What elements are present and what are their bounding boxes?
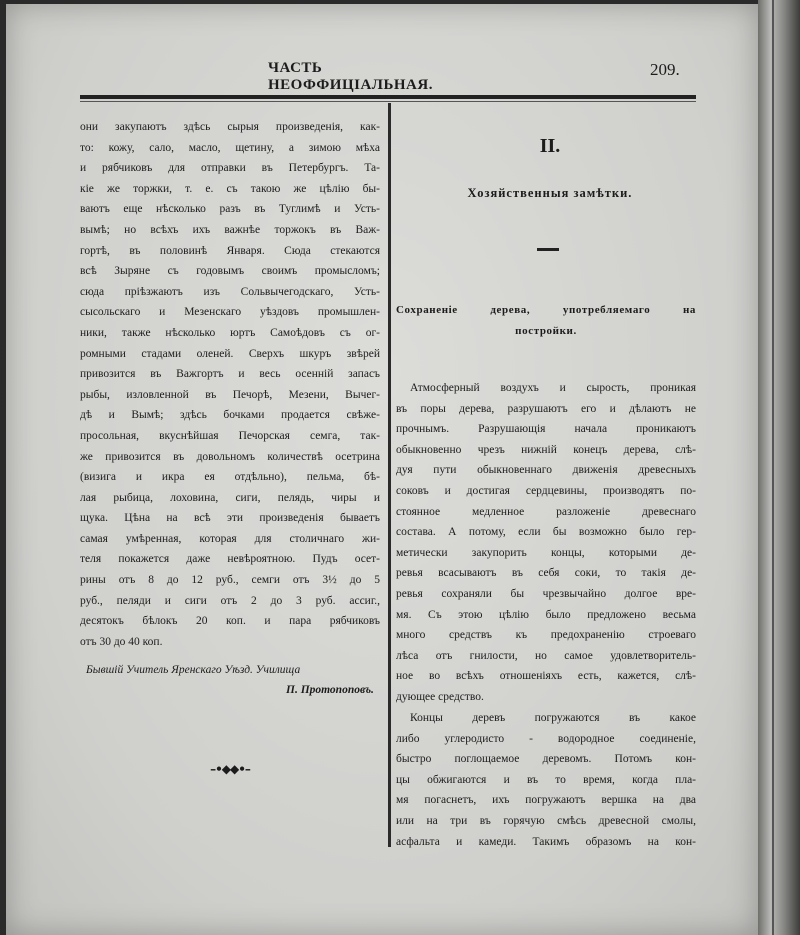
header-rule-thin	[80, 101, 696, 102]
section-title: Хозяйственныя замѣтки.	[467, 186, 633, 200]
text-line: (визига и икра ея отдѣльно), пельма, бѣ-	[80, 471, 380, 484]
text-line: мя погаснетъ, ихъ погружаютъ вершка на два	[396, 794, 696, 807]
text-line: прочнымъ. Разрушающiя начала проникаютъ	[396, 423, 696, 436]
text-line: щука. Цѣна на всѣ эти произведенiя бываетъ	[80, 512, 380, 525]
text-line: то: кожу, сало, масло, щетину, а зимою мѣха	[80, 141, 380, 154]
text-line: ромными стадами оленей. Сверхъ шкуръ звѣрей	[80, 347, 380, 360]
signature-name: П. Протопоповъ.	[286, 684, 374, 696]
text-line: кiе же торжки, т. е. съ такою же цѣлiю бы-	[80, 182, 380, 195]
text-line: обыкновенно чрезъ нижнiй конецъ дерева, слѣ-	[396, 443, 696, 456]
text-line: руб., пеляди и сиги отъ 2 до 3 руб. ассиг.,	[80, 594, 380, 607]
text-line: и рябчиковъ для отправки въ Петербургъ. Та-	[80, 162, 380, 175]
text-line: или на три въ горячую смѣсь древесной смолы,	[396, 814, 696, 827]
running-header: ЧАСТЬ НЕОФФИЦIАЛЬНАЯ.	[268, 60, 433, 93]
text-line: лая рыбица, лоховина, сиги, пелядь, чиры и	[80, 491, 380, 504]
subheading-line-1: Сохраненiе дерева, употребляемаго на	[396, 304, 696, 316]
text-line: дуя пути обыкновеннаго движенiя древесныхъ	[396, 464, 696, 477]
text-line: вымѣ; но всѣхъ ихъ важнѣе торжокъ въ Важ-	[80, 223, 380, 236]
text-line: лѣса отъ гнилости, но самое удовлетворитель-	[396, 649, 696, 662]
subheading-line-2: постройки.	[515, 325, 577, 337]
text-line: теля покажется даже невѣроятною. Пудъ осет-	[80, 553, 380, 566]
text-line: гортѣ, въ половинѣ Января. Сюда стекаются	[80, 244, 380, 257]
article-subheading	[396, 300, 696, 342]
book-spine	[758, 0, 800, 935]
left-column-text	[80, 117, 380, 652]
text-line: стоянное медленное разложенiе древеснаго	[396, 505, 696, 518]
text-line: ревья сохраняли бы чрезвычайно долгое вре-	[396, 587, 696, 600]
text-line: метически закупорить концы, которыми де-	[396, 546, 696, 559]
text-line: сысольскаго и Мезенскаго уѣздовъ промышлен-	[80, 306, 380, 319]
text-line: рыбы, изловленной въ Печорѣ, Мезени, Вычег-	[80, 388, 380, 401]
text-line: же привозится въ довольномъ количествѣ осетрина	[80, 450, 380, 463]
text-line: они закупаютъ здѣсь сырыя произведенiя, как-	[80, 121, 380, 133]
text-line: быстро поглощаемое деревомъ. Потомъ кон-	[396, 753, 696, 766]
text-line: ваютъ еще нѣсколько разъ въ Туглимѣ и Усть-	[80, 203, 380, 216]
section-dash	[537, 248, 559, 251]
text-line: соковъ и достигая сердцевины, производятъ по-	[396, 484, 696, 497]
paragraph-1	[396, 378, 696, 708]
signature-block	[86, 660, 386, 700]
header-rule-thick	[80, 95, 696, 99]
signature-role: Бывшiй Учитель Яренскаго Уѣзд. Училища	[86, 664, 301, 676]
text-line: либо углеродисто - водородное соединенiе,	[396, 732, 696, 745]
text-line: всѣ Зыряне съ годовымъ своимъ промысломъ;	[80, 265, 380, 278]
text-line: мя. Съ этою цѣлiю было предложено весьма	[396, 608, 696, 621]
text-line: десятокъ бѣлокъ 20 коп. и пара рябчиковъ	[80, 615, 380, 628]
column-divider	[388, 103, 391, 847]
section-numeral: II.	[539, 135, 561, 157]
text-line: цы обжигаются и въ то время, когда пла-	[396, 773, 696, 786]
text-line: самая умѣренная, которая для столичнаго жи-	[80, 532, 380, 545]
text-line: отъ 30 до 40 коп.	[80, 635, 163, 648]
text-line: состава. А потому, если бы возможно было гер-	[396, 526, 696, 539]
text-line: сюда прiѣзжаютъ изъ Сольвычегодскаго, Усть-	[80, 285, 380, 298]
page-number: 209.	[650, 60, 680, 79]
paragraph-2	[396, 708, 696, 852]
text-line: много средствъ къ предохраненiю строеваго	[396, 629, 696, 642]
text-line: Концы деревъ погружаются въ какое	[410, 712, 696, 724]
text-line: рины отъ 8 до 12 руб., семги отъ 3½ до 5	[80, 574, 380, 587]
text-line: Атмосферный воздухъ и сырость, проникая	[410, 382, 696, 394]
text-line: въ поры дерева, разрушаютъ его и дѣлаютъ не	[396, 402, 696, 415]
text-line: дующее средство.	[396, 690, 484, 703]
text-line: ное во всѣхъ отношенiяхъ есть, кажется, слѣ-	[396, 670, 696, 683]
text-line: просольная, вкуснѣйшая Печорская семга, так-	[80, 429, 380, 442]
text-line: асфальта и камеди. Такимъ образомъ на кон-	[396, 835, 696, 848]
end-ornament: –•◆◆•–	[210, 762, 250, 776]
text-line: ревья всасываютъ въ себя соки, то такiя де-	[396, 567, 696, 580]
text-line: привозится въ Важгортъ и весь осеннiй запасъ	[80, 368, 380, 381]
text-line: ники, также нѣсколько юртъ Самоѣдовъ съ ог-	[80, 326, 380, 339]
text-line: дѣ и Вымѣ; здѣсь бочками продается свѣже-	[80, 409, 380, 422]
